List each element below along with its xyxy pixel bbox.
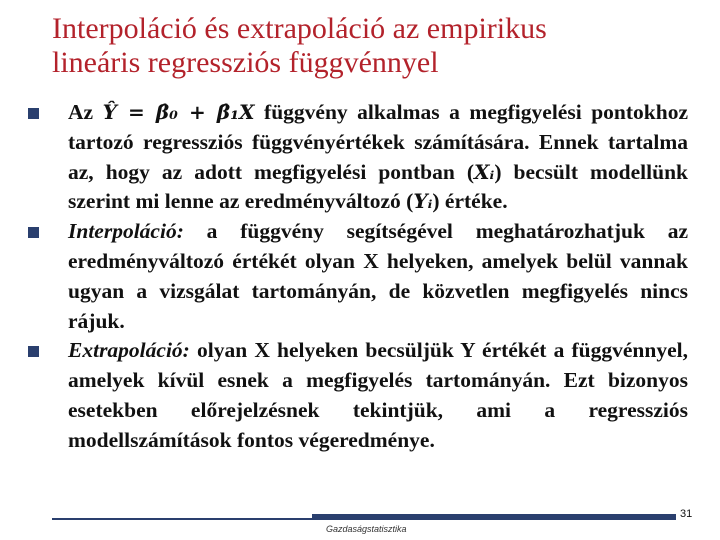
bullet-text-body-2: ) becsült modellünk szerint mi lenne az eredményváltozó ( [68,159,688,214]
slide-content [28,98,688,498]
slide-title-line-2: lineáris regressziós függvénnyel [52,46,439,79]
page-number: 31 [680,508,693,520]
bullet-text-body: függvény alkalmas a megfigyelési pontokhoz tartozó regressziós függvényértékek számítására. Ennek tartalma az, hogy az adott megfigyelési pontban ( [68,100,688,184]
square-bullet-icon [28,227,39,238]
regression-formula: Ŷ = β̂₀ + β̂₁X [102,100,255,124]
square-bullet-icon [28,108,39,119]
bullet-extrapolation [28,336,688,455]
bullet-text-prefix: Az [68,100,103,124]
slide-title [52,12,692,80]
interpolation-term: Interpoláció: [68,219,184,244]
extrapolation-term: Extrapoláció: [68,338,190,363]
bullet-interpolation [28,217,688,336]
extrapolation-text: olyan X helyeken becsüljük Y értékét a függvénnyel, amelyek kívül esnek a megfigyelés tartományán. Ezt bizonyos esetekben előrejelzésnek tekintjük, ami a regressziós modellszámítások fontos végeredménye. [68,338,688,452]
bullet-text-end: ) értéke. [432,189,508,214]
xi-symbol: Xᵢ [474,159,495,184]
slide-title-line-1: Interpoláció és extrapoláció az empirikus [52,12,547,45]
footer-course-name: Gazdaságstatisztika [326,524,407,534]
footer-accent-bar [312,514,676,520]
bullet-regression-function [28,98,688,217]
yi-symbol: Yᵢ [413,189,433,214]
square-bullet-icon [28,346,39,357]
interpolation-text: a függvény segítségével meghatározhatjuk az eredményváltozó értékét olyan X helyeken, amelyek belül vannak ugyan a vizsgálat tartományán, de közvetlen megfigyelés nincs rájuk. [68,219,688,333]
